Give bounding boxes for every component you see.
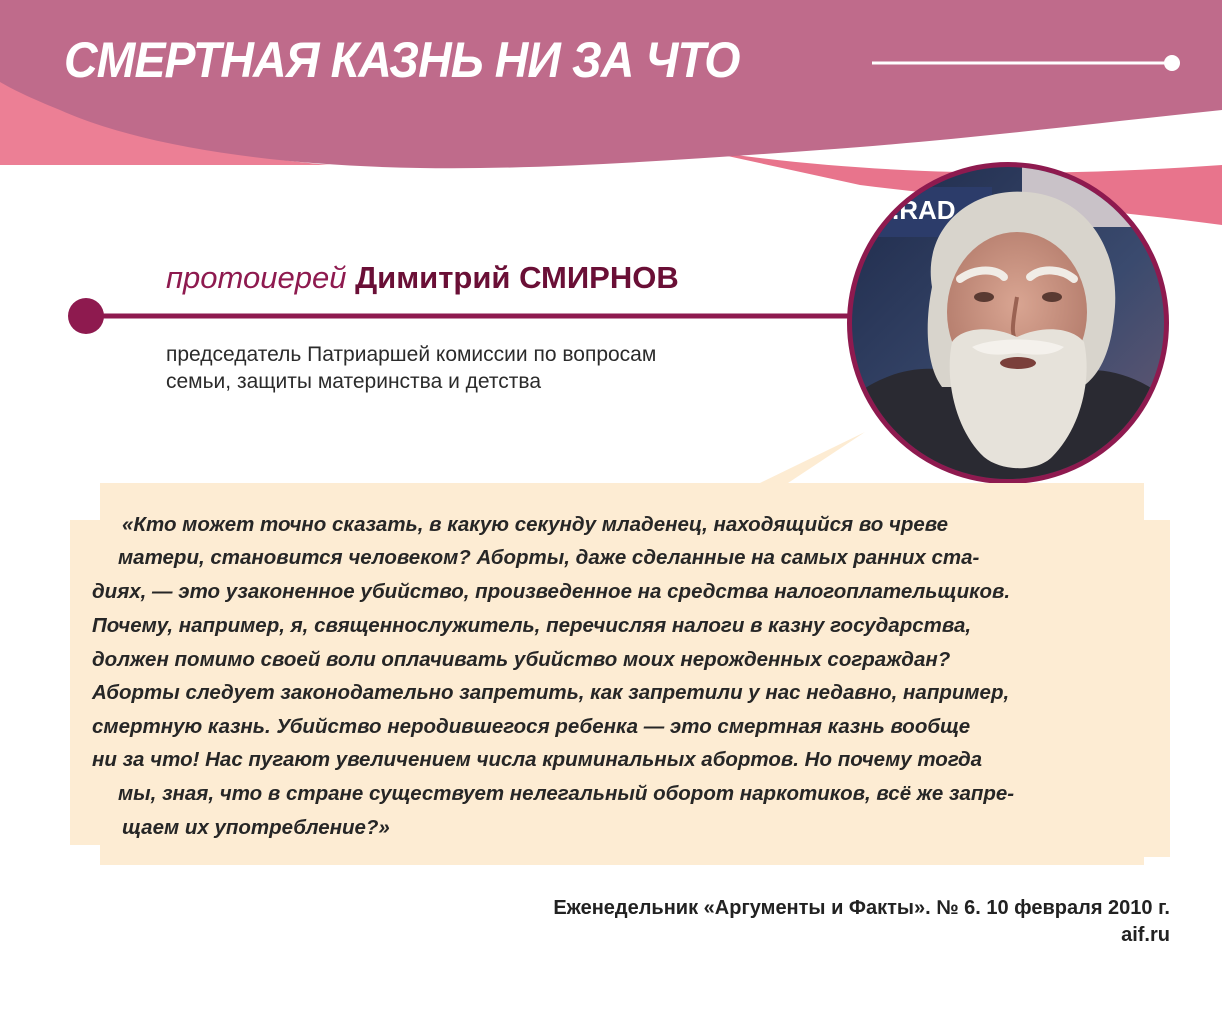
source-citation [553, 895, 1170, 949]
quote-line: смертную казнь. Убийство неродившегося ребенка — это смертная казнь вообще [92, 715, 971, 738]
source-publication: Еженедельник «Аргументы и Факты». № 6. 10 февраля 2010 г. [553, 897, 1170, 919]
photo-backdrop-text: .RAD [892, 195, 956, 225]
quote-line: щаем их употребление?» [122, 816, 390, 839]
speaker-heading [166, 258, 679, 298]
speaker-title-line: семьи, защиты материнства и детства [166, 370, 541, 393]
quote-line: ни за что! Нас пугают увеличением числа криминальных абортов. Но почему тогда [92, 748, 983, 771]
speaker-title-line: председатель Патриаршей комиссии по вопросам [166, 343, 657, 366]
speaker-photo [852, 167, 1164, 479]
quote-line: матери, становится человеком? Аборты, даже сделанные на самых ранних ста- [118, 546, 980, 569]
source-site: aif.ru [1121, 924, 1170, 946]
speaker-prefix: протоиерей [166, 260, 347, 295]
quote-line: должен помимо своей воли оплачивать убийство моих нерожденных сограждан? [92, 648, 951, 671]
quote-line: Аборты следует законодательно запретить, как запретили у нас недавно, например, [92, 681, 1010, 704]
quote-line: Почему, например, я, священнослужитель, перечисляя налоги в казну государства, [92, 614, 972, 637]
quote-line: диях, — это узаконенное убийство, произведенное на средства налогоплательщиков. [92, 580, 1011, 603]
portrait-illustration [852, 167, 1164, 479]
headline: СМЕРТНАЯ КАЗНЬ НИ ЗА ЧТО [64, 32, 740, 88]
header-rule-dot [1164, 55, 1180, 71]
speaker-name: Димитрий СМИРНОВ [355, 260, 679, 295]
quote-line: мы, зная, что в стране существует нелегальный оборот наркотиков, всё же запре- [118, 782, 1015, 805]
speaker-rule-dot [68, 298, 104, 334]
quote-line: «Кто может точно сказать, в какую секунду младенец, находящийся во чреве [122, 513, 949, 536]
quote-box [70, 432, 1170, 865]
speaker-title [166, 341, 656, 395]
